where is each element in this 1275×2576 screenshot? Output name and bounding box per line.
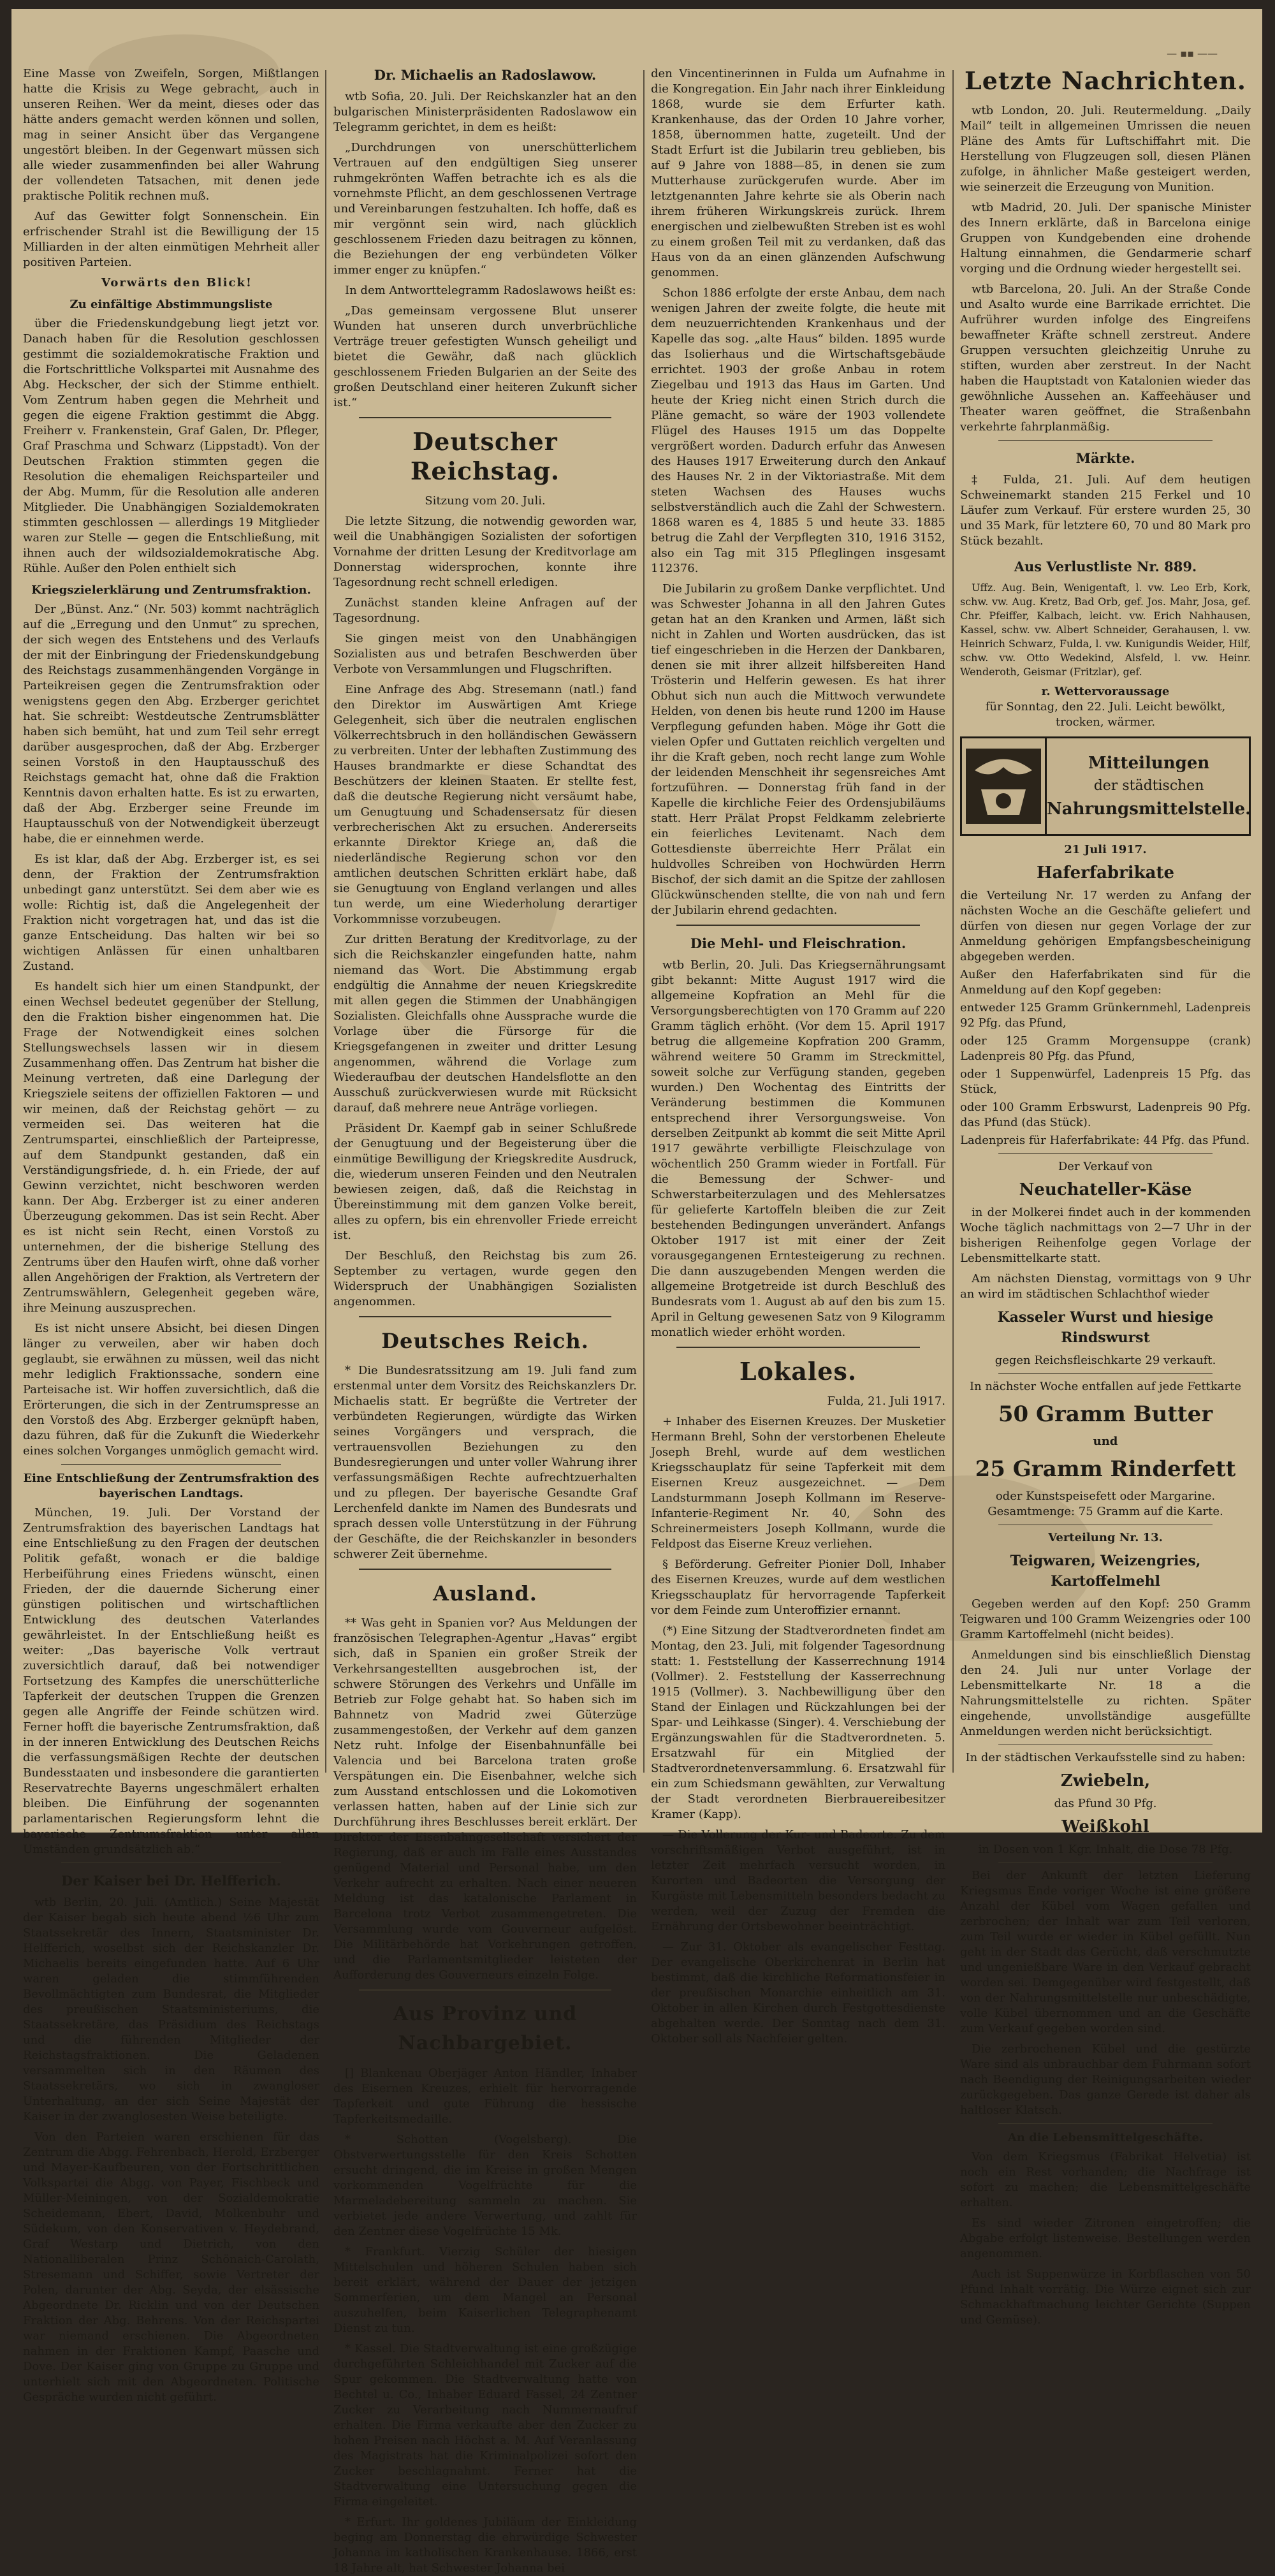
- paragraph: Der „Bünst. Anz.“ (Nr. 503) kommt nachträglich auf die „Erregung und den Unmut“ zu sprechen, der sich wegen des Entstehens und des Verlaufs der mit der Einbringung der Friedenskundgebung des Reichstags zusammenhängenden Vorgänge in Parteikreisen gegen die Zentrumsfraktion oder wenigstens gegen den Abg. Erzberger gerichtet hat. Sie schreibt: Westdeutsche Zentrumsblätter haben sich bemüht, hat und zum Teil sehr erregt darüber ausgesprochen, daß der Abg. Erzberger seinen Vorstoß in den Hauptausschuß des Reichstags gemacht hat, ohne daß die Fraktion Kenntnis davon erhalten hatte. Es ist zu erwarten, daß der Abg. Erzberger seine Freunde im Hauptausschuß von der Notwendigkeit überzeugt habe, die er einnehmen werde.: [23, 603, 319, 845]
- paragraph: das Pfund 30 Pfg.: [1054, 1797, 1157, 1810]
- column-rule: [325, 70, 326, 1773]
- section-heading: Zu einfältige Abstimmungsliste: [69, 298, 273, 311]
- paragraph: * Die Bundesratssitzung am 19. Juli fand zum erstenmal unter dem Vorsitz des Reichskanzlers Dr. Michaelis statt. Er begrüßte die Vertreter der verbündeten Regierungen, würdigte das Wirken seines Vorgängers und versprach, die vertrauensvollen Beziehungen zu den Bundesregierungen und unter voller Wahrung ihrer verfassungsmäßigen Rechte aufrechtzuerhalten und zu pflegen. Der bayerische Gesandte Graf Lerchenfeld dankte im Namen des Bundesrats und sprach dessen volle Unterstützung in der Führung der Geschäfte, die der Reichskanzler in besonders schwerer Zeit übernehme.: [333, 1364, 637, 1561]
- paragraph: Präsident Dr. Kaempf gab in seiner Schlußrede der Genugtuung und der Begeisterung über die einmütige Bewilligung der Kriegskredite Ausdruck, die, wiederum unseren Feinden und den Neutralen bewiesen zeigen, daß, daß die Reichstag in Übereinstimmung mit dem ganzen Volke bereit, alles zu opfern, bis ein ehrenvoller Friede erreicht ist.: [333, 1122, 637, 1242]
- paragraph: oder Kunstspeisefett oder Margarine. Gesamtmenge: 75 Gramm auf die Karte.: [987, 1489, 1223, 1518]
- divider: [61, 1464, 281, 1465]
- paragraph: Es ist nicht unsere Absicht, bei diesen Dingen länger zu verweilen, aber wir haben doch geglaubt, sie erwähnen zu müssen, weil das nicht mehr lediglich Fraktionssache, sondern eine Parteisache ist. Wir hoffen zuversichtlich, daß die Erörterungen, die sich in der Zentrumspresse an den Vorstoß des Abg. Erzberger geknüpft haben, dazu führen, daß für die Zukunft die Wiederkehr eines solchen Vorganges unmöglich gemacht wird.: [23, 1322, 319, 1458]
- notice-heading: Teigwaren, Weizengries, Kartoffelmehl: [1010, 1553, 1201, 1590]
- paragraph: § Beförderung. Gefreiter Pionier Doll, Inhaber des Eisernen Kreuzes, wurde auf dem westlichen Kriegsschauplatz für hervorragende Tapferkeit vor dem Feinde zum Unteroffizier ernannt.: [651, 1558, 945, 1617]
- column-rule: [643, 70, 645, 1773]
- column-2: [333, 66, 637, 2575]
- paragraph: Die letzte Sitzung, die notwendig geworden war, weil die Unabhängigen Sozialisten der sofortigen Vornahme der dritten Lesung der Kreditvorlage am Donnerstag widersprochen, konnte ihre Tagesordnung recht schnell erledigen.: [333, 515, 637, 589]
- paragraph: Zur dritten Beratung der Kreditvorlage, zu der sich die Reichskanzler eingefunden hatte, nahm niemand das Wort. Die Abstimmung ergab endgültig die Annahme der neuen Kriegskredite mit allen gegen die Stimmen der Unabhängigen Sozialisten. Gleichfalls ohne Aussprache wurde die Vorlage über die Fürsorge für die Kriegsgefangenen in zweiter und dritter Lesung angenommen, während die Vorlage zum Wiederaufbau der deutschen Handelsflotte an den Ausschuß zurückverwiesen wurde mit Rücksicht darauf, daß mehrere neue Anträge vorliegen.: [333, 933, 637, 1115]
- paragraph: ** Was geht in Spanien vor? Aus Meldungen der französischen Telegraphen-Agentur „Havas“ ergibt sich, daß in Spanien ein großer Streik der Verkehrsangestellten ausgebrochen ist, der schwere Störungen des Verkehrs und Unfälle im Betrieb zur Folge gehabt hat. So haben sich im Bahnnetz von Madrid zwei Güterzüge zusammengestoßen, der Verkehr auf dem ganzen Netz ruht. Infolge der Eisenbahnunfälle bei Valencia und bei Barcelona traten große Verspätungen ein. Die Eisenbahner, welche sich zum Ausstand entschlossen und die Lokomotiven verlassen hatten, haben auf der Linie sich zur Durchführung ihres Beschlusses bereit erklärt. Der Direktor der Eisenbahngesellschaft versichert der Regierung, daß er auch im Falle eines Ausstandes genügend Material und Personal habe, um den Verkehr aufrecht zu erhalten. Nach einer neueren Meldung ist das katalonische Parlament in Barcelona trotz Verbot zusammengetreten. Die Versammlung wurde vom Gouverneur aufgelöst. Die Militärbehörde hat Vorkehrungen getroffen, und die Parlamentsmitglieder leisteten der Aufforderung des Gouverneurs einzeln Folge.: [333, 1616, 637, 1982]
- dateline: Fulda, 21. Juli 1917.: [827, 1394, 945, 1408]
- paragraph: * Kassel. Die Stadtverwaltung ist eine großzügige durchgeführten Schleichhandel mit Zucker auf die Spur gekommen. Die Stadtverwaltung hatte von Bechtel u. Co., Inhaber Eduard Fassel, 24 Zentner Zucker zu Verarbeitung nach Nummernaufruf erhalten. Die Firma verkaufte aber den Zucker zu hohen Preisen nach Höchst a. M. Auf Veranlassung des Magistrats hat die Kriminalpolizei sofort den Zucker beschlagnahmt. Ferner hat die Stadtverwaltung eine Untersuchung gegen die Firma eingeleitet.: [333, 2342, 637, 2508]
- paragraph: Die zerbrochenen Kübel und die gestürzte Ware sind als unbrauchbar dem Fuhrmann sofort nach Beendigung der Reinigungsarbeiten wieder zurückgegeben. Das ganze Gerede ist daher als haltloser Klatsch.: [960, 2042, 1251, 2117]
- divider: [998, 2123, 1213, 2124]
- paragraph: * Frankfurt. Vierzig Schüler der hiesigen Mittelschulen und höheren Schulen haben sich bereit erklärt, während der Dauer der jetzigen Sommerferien, um dem Mangel an Personal auszuhelfen, beim Kaiserlichen Telegraphenamt Dienst zu tun.: [333, 2245, 637, 2335]
- paragraph: Es handelt sich hier um einen Standpunkt, der einen Wechsel bedeutet gegenüber der Stellung, den die Fraktion bisher eingenommen hat. Die Frage der Notwendigkeit eines solchen Stellungswechsels lassen wir in diesem Zusammenhang offen. Das Zentrum hat bisher die Meinung vertreten, daß eine Darlegung der Kriegsziele seitens der offiziellen Faktoren — und wir meinen, daß der Reichstag gehört — zu vermeiden sei. Das weiteren hat die Zentrumspartei, einschließlich der Parteipresse, auf dem Standpunkt gestanden, daß ein Verständigungsfriede, d. h. ein Friede, der auf Gewinn verzichtet, nicht beschworen werden kann. Der Abg. Erzberger ist zu einer anderen Überzeugung gekommen. Das ist sein Recht. Aber es ist nicht sein Recht, einen Vorstoß zu unternehmen, der die bisherige Stellung des Zentrums über den Haufen wirft, ohne daß vorher allen Angehörigen der Fraktion, als Vertretern der Zentrumswählern, Gelegenheit gegeben wäre, ihre Meinung auszusprechen.: [23, 980, 319, 1315]
- divider: [998, 1862, 1213, 1863]
- paragraph: in der Molkerei findet auch in der kommenden Woche täglich nachmittags von 2—7 Uhr in der bisherigen Reihenfolge gegen Vorlage der Lebensmittelkarte statt.: [960, 1206, 1251, 1265]
- paragraph: Von dem Kriegsmus (Fabrikat Helvetia) ist noch ein Rest vorhanden; die Nachfrage ist sofort zu machen; die Lebensmittelgeschäfte erhalten.: [960, 2150, 1251, 2209]
- ration-butter: 50 Gramm Butter: [998, 1401, 1213, 1427]
- notice-date: 21 Juli 1917.: [1064, 843, 1147, 856]
- paragraph: Schon 1886 erfolgte der erste Anbau, dem nach wenigen Jahren der zweite folgte, die heute mit dem neuzuerrichtenden Krankenhaus und der Kapelle das sog. „alte Haus“ bilden. 1895 wurde das Isolierhaus und die Wirtschaftsgebäude errichtet. 1903 der große Anbau in rotem Ziegelbau und 1913 das Haus im Garten. Und heute der Krieg nicht einen Strich durch die Pläne gemacht, so wäre der 1903 vollendete Flügel des Hauses 1915 um das Doppelte vergrößert worden. Dadurch erfuhr das Anwesen des Hauses 1917 Erweiterung durch den Ankauf des Hauses Nr. 2 in der Viktoriastraße. Mit dem steten Wachsen des Hauses wuchs selbstverständlich auch die Zahl der Schwestern. 1868 waren es 4, 1885 5 und heute 33. 1885 betrug die Zahl der Verpflegten 310, 1916 3152, also ein Tag mit 315 Pfleglingen insgesamt 112376.: [651, 286, 945, 575]
- paragraph: München, 19. Juli. Der Vorstand der Zentrumsfraktion des bayerischen Landtags hat eine Entschließung zu den Fragen der deutschen Politik gefaßt, wonach er die baldige Herbeiführung eines Friedens wünscht, einen Frieden, der die dauernde Sicherung einer günstigen politischen und wirtschaftlichen Entwicklung des deutschen Vaterlandes gewährleistet. In der Entschließung heißt es weiter: „Das bayerische Volk vertraut zuversichtlich darauf, daß bei notwendiger Fortsetzung des Kampfes die unerschütterliche Tapferkeit der deutschen Truppen die Grenzen gegen alle Angriffe der Feinde schützen wird. Ferner hofft die bayerische Zentrumsfraktion, daß in der inneren Entwicklung des Deutschen Reichs die verfassungsmäßigen Rechte der deutschen Bundesstaaten und insbesondere die garantierten Reservatrechte Bayerns ungeschmälert erhalten bleiben. Die Einführung der sogenannten parlamentarischen Regierungsform lehnt die bayerische Zentrumsfraktion unter allen Umständen grundsätzlich ab.“: [23, 1506, 319, 1856]
- section-heading: Märkte.: [1075, 450, 1135, 466]
- paragraph: Bei der Ankunft der letzten Lieferung Kriegsmus Ende voriger Woche ist eine größere Anzahl der Kübel vom Wagen gefallen und zerbrochen; der Inhalt war zum Teil verloren, zum Teil wurde er wieder in Kübel gefüllt. Nun geht in der Stadt das Gerücht, daß verschmutzte und ungenießbare Ware in den Verkauf gebracht worden sei. Demgegenüber wird festgestellt, daß von der Nahrungsmittelstelle nur unbeschädigte, volle Kübel übernommen und an die Geschäfte zum Verkauf gegeben worden sind.: [960, 1869, 1251, 2035]
- paragraph: — Die Vollerung der Kur- und Badeorte. Zu dem vorschriftsmäßigen Verbot ausgeführt, ist in letzter Zeit mehrfach versucht worden, in Kurorten und Badeorten die Versorgung der Kurgäste mit Lebensmitteln besonders bedacht zu werden, weil der Zuzug der Fremden die Ernährung der Ortsbewohner beeinträchtigt.: [651, 1828, 945, 1933]
- notice-header-line: Mitteilungen: [1088, 754, 1210, 773]
- paragraph: * Schotten (Vogelsberg). Die Obstverwertungsstelle für den Kreis Schotten ersucht dringend, die im Kreise in großen Mengen vorkommenden Vogelfrüchte für die Marmeladebereitung sammeln zu machen. Sie verbietet jede andere Verwertung, und zahlt für den Zentner diese Vogelfrüchte 15 Mk.: [333, 2133, 637, 2238]
- paragraph: Anmeldungen sind bis einschließlich Dienstag den 24. Juli nur unter Vorlage der Lebensmittelkarte Nr. 18 a die Nahrungsmittelstelle zu richten. Später eingehende, unvollständige ausgefüllte Anmeldungen werden nicht berücksichtigt.: [960, 1648, 1251, 1738]
- paragraph: Eine Anfrage des Abg. Stresemann (natl.) fand den Direktor im Auswärtigen Amt Kriege Gelegenheit, sich über die neutralen englischen Völkerrechtsbruch in den holländischen Gewässern zu verbreiten. Unter der lebhaften Zustimmung des Hauses brandmarkte er diese Schandtat des Beschützers der kleinen Staaten. Er stellte fest, daß die deutsche Regierung nicht versäumt habe, um Genugtuung und Schadensersatz für diesen verbrecherischen Akt zu ersuchen. Andererseits erkannte Direktor Kriege an, daß die niederländische Regierung schon vor den amtlichen deutschen Schritten erklärt habe, daß sie Genugtuung von England verlangen und alles tun werde, um eine Wiederholung derartiger Vorkommnisse vorzubeugen.: [333, 683, 637, 926]
- notice-header-line: Nahrungsmittelstelle.: [1047, 800, 1251, 819]
- paragraph: Es ist klar, daß der Abg. Erzberger ist, es sei denn, der Fraktion der Zentrumsfraktion unbedingt ganz unterstützt. Sei dem aber wie es wolle: Richtig ist, daß die Angelegenheit der Fraktion nicht vorgetragen hat, und das ist die ganze Entscheidung. Das halten wir bei so wichtigen Anlässen für einen unhaltbaren Zustand.: [23, 853, 319, 973]
- section-heading: Der Kaiser bei Dr. Helfferich.: [61, 1873, 281, 1889]
- notice-header-line: der städtischen: [1093, 778, 1204, 794]
- column-3: [651, 66, 945, 2045]
- dateline: Sitzung vom 20. Juli.: [425, 494, 546, 508]
- section-title: Ausland.: [433, 1581, 537, 1606]
- price-line: oder 1 Suppenwürfel, Ladenpreis 15 Pfg. das Stück,: [960, 1067, 1251, 1096]
- paragraph: Uffz. Aug. Bein, Wenigentaft, l. vw. Leo Erb, Kork, schw. vw. Aug. Kretz, Bad Orb, gef. Jos. Mahr, Josa, gef. Chr. Pfeiffer, Kalbach, leicht. vw. Erich Nahhausen, Kassel, schw. vw. Albert Schneider, Gerahausen, l. vw. Heinrich Schwarz, Fulda, l. vw. Kunigundis Weider, Hilf, schw. vw. Otto Wedekind, Alsfeld, l. vw. Heinr. Wenderoth, Geismar (Fritzlar), gef.: [960, 582, 1251, 678]
- paragraph: ‡ Fulda, 21. Juli. Auf dem heutigen Schweinemarkt standen 215 Ferkel und 10 Läufer zum Verkauf. Für erstere wurden 25, 30 und 35 Mark, für letztere 60, 70 und 80 Mark pro Stück bezahlt.: [960, 473, 1251, 548]
- newspaper-page: [11, 9, 1262, 2575]
- notice-header-box: [960, 736, 1251, 836]
- paragraph: wtb Berlin, 20. Juli. Das Kriegsernährungsamt gibt bekannt: Mitte August 1917 wird die allgemeine Kopfration an Mehl für die Versorgungsberechtigten von 170 Gramm auf 220 Gramm täglich erhöht. (Vor dem 15. April 1917 betrug die allgemeine Kopfration 200 Gramm, während weitere 50 Gramm im Streckmittel, soweit solche zur Verfügung standen, gegeben wurden.) Den Wochentag des Eintritts der Veränderung bestimmen die Kommunen entsprechend ihrer Versorgungsweise. Von derselben Zeitpunkt ab kommt die seit Mitte April 1917 gewährte verbilligte Fleischzulage von wöchentlich 250 Gramm wieder in Fortfall. Für die Bemessung der Schwer- und Schwerstarbeiterzulagen und des Mehlersatzes für gelieferte Kartoffeln bleiben die zur Zeit bestehenden Bedingungen unverändert. Anfangs Oktober 1917 ist mit einer der Zeit vorausgegangenen Erntesteigerung zu rechnen. Die dann auszugebenden Mengen werden die allgemeine Brotgetreide ist durch Beschluß des Bundesrats vom 1. August ab auf den bis zum 15. April in Geltung gewesenen Satz von 9 Kilogramm monatlich wieder erhöht worden.: [651, 958, 945, 1339]
- column-4: [960, 66, 1251, 2327]
- paragraph: Am nächsten Dienstag, vormittags von 9 Uhr an wird im städtischen Schlachthof wieder: [960, 1272, 1251, 1301]
- section-heading: Die Mehl- und Fleischration.: [690, 935, 907, 951]
- paragraph: Gegeben werden auf den Kopf: 250 Gramm Teigwaren und 100 Gramm Weizengries oder 100 Gramm Kartoffelmehl (nicht beides).: [960, 1597, 1251, 1641]
- paragraph: Auf das Gewitter folgt Sonnenschein. Ein erfrischender Strahl ist die Bewilligung der 15 Milliarden in der alten einmütigen Mehrheit aller positiven Parteien.: [23, 210, 319, 269]
- notice-header-title: [1047, 738, 1251, 834]
- paragraph: Der Beschluß, den Reichstag bis zum 26. September zu vertagen, wurde gegen den Widerspruch der Unabhängigen Sozialisten angenommen.: [333, 1249, 637, 1308]
- notice-heading: Zwiebeln,: [1060, 1771, 1151, 1790]
- paragraph: Außer den Haferfabrikaten sind für die Anmeldung auf den Kopf gegeben:: [960, 968, 1251, 997]
- divider: [359, 417, 611, 418]
- price-line: entweder 125 Gramm Grünkernmehl, Ladenpreis 92 Pfg. das Pfund,: [960, 1001, 1251, 1030]
- paragraph: Es sind wieder Zitronen eingetroffen; die Abgabe erfolgt listenweise. Bestellungen werden angenommen.: [960, 2216, 1251, 2260]
- paragraph: Der Verkauf von: [1058, 1160, 1153, 1173]
- section-title: Letzte Nachrichten.: [965, 66, 1246, 95]
- notice-heading: Haferfabrikate: [1036, 863, 1175, 882]
- paragraph: wtb Sofia, 20. Juli. Der Reichskanzler hat an den bulgarischen Ministerpräsidenten Radoslawow ein Telegramm gerichtet, in dem es heißt:: [333, 90, 637, 134]
- section-heading: Aus Verlustliste Nr. 889.: [1014, 559, 1197, 574]
- paragraph: In der städtischen Verkaufsstelle sind zu haben:: [965, 1751, 1246, 1764]
- paragraph: wtb Berlin, 20. Juli. (Amtlich.) Seine Majestät der Kaiser begab sich heute abend ½6 Uhr zum Staatssekretär des Innern, Staatsminister Dr. Helfferich, woselbst sich der Reichskanzler Dr. Michaelis bereits eingefunden hatte. Auf 6 Uhr waren geladen die stimmführenden Bevollmächtigten zum Bundesrat, die Mitglieder des preußischen Staatsministeriums, die Staatssekretäre, das Präsidium des Reichstags und die führenden Mitglieder der Reichstagsfraktionen. Die Geladenen versammelten sich in den Räumen des Staatssekretärs, wo sich in zwangloser Unterhaltung, an der sich Seine Majestät der Kaiser in der zwanglosesten Weise beteiligte.: [23, 1896, 319, 2123]
- section-title: Deutsches Reich.: [381, 1329, 589, 1353]
- section-heading: Eine Entschließung der Zentrumsfraktion des bayerischen Landtags.: [23, 1472, 319, 1500]
- divider: [359, 1316, 611, 1317]
- paragraph: in Dosen von 1 Kgr. Inhalt, die Dose 78 Pfg.: [978, 1843, 1233, 1856]
- section-title: Lokales.: [739, 1357, 857, 1386]
- paragraph: In dem Antworttelegramm Radoslawows heißt es:: [345, 284, 636, 297]
- paragraph: wtb Barcelona, 20. Juli. An der Straße Conde und Asalto wurde eine Barrikade errichtet. Die Aufrührer wurden infolge des Eingreifens bewaffneter Kräfte schnell zerstreut. Andere Gruppen versuchten gleichzeitig Unruhe zu stiften, wurden aber zerstreut. In der Nacht haben die Hauptstadt von Katalonien wieder das gewöhnliche Aussehen an. Kaffeehäuser und Theater waren geöffnet, die Straßenbahn verkehrte fahrplanmäßig.: [960, 282, 1251, 434]
- paragraph: + Inhaber des Eisernen Kreuzes. Der Musketier Hermann Brehl, Sohn der verstorbenen Eheleute Joseph Brehl, wurde auf dem westlichen Kriegsschauplatz für seine Tapferkeit mit dem Eisernen Kreuz ausgezeichnet. — Dem Landsturmmann Joseph Kollmann im Reserve-Infanterie-Regiment Nr. 40, Sohn des Schreinermeisters Joseph Kollmann, wurde die Feldpost das Eiserne Kreuz verliehen.: [651, 1415, 945, 1551]
- ration-and: und: [1093, 1435, 1118, 1448]
- paragraph: den Vincentinerinnen in Fulda um Aufnahme in die Kongregation. Ein Jahr nach ihrer Einkleidung 1868, wurde sie dem Erfurter kath. Krankenhause, das der Orden 10 Jahre vorher, 1858, übernommen hatte, zugeteilt. Und der Stadt Erfurt ist die Jubilarin treu geblieben, bis auf 9 Jahre von 1888—85, in denen sie zum Mutterhause zurückgerufen wurde. Aber im letztgenannten Jahre kehrte sie als Oberin nach ihrem früheren Wirkungskreis zurück. Ihrem energischen und zielbewußten Streben ist es wohl zu einem großen Teil mit zu verdanken, daß das Haus von da an einen glänzenden Aufschwung genommen.: [651, 67, 945, 279]
- paragraph: Auch ist Suppenwürze in Korbflaschen von 50 Pfund Inhalt vorrätig. Die Würze eignet sich zur Schmackhaftmachung leichter Gerichte (Suppen und Gemüse).: [960, 2267, 1251, 2327]
- paragraph: Zunächst standen kleine Anfragen auf der Tagesordnung.: [333, 596, 637, 625]
- paragraph: [] Blankenau Oberjäger Anton Händler, Inhaber des Eisernen Kreuzes, erhielt für hervorragende Tapferkeit und gute Führung die hessische Tapferkeitsmedaille.: [333, 2067, 637, 2126]
- paragraph: In nächster Woche entfallen auf jede Fettkarte: [970, 1380, 1241, 1393]
- paragraph: Die Jubilarin zu großem Danke verpflichtet. Und was Schwester Johanna in all den Jahren Gutes getan hat an den Kranken und Armen, läßt sich nicht in Zahlen und Worten ausdrücken, das ist tief eingeschrieben in die Herzen der Dankbaren, denen sie mit ihrer allzeit hilfsbereiten Hand Trösterin und Helferin gewesen. Es hat ihrer Obhut sich nun auch die Mittwoch verwundete Helden, von denen bis heute rund 1200 im Hause Verpflegung gefunden haben. Möge ihr Gott die vielen Opfer und Guttaten reichlich vergelten und ihr die Kraft geben, noch recht lange zum Wohle der leidenden Menschheit ihr segensreiches Amt fortzuführen. — Donnerstag früh fand in der Kapelle die kirchliche Feier des Ordensjubiläums statt. Herr Prälat Propst Feldkamm zelebrierte ein feierliches Levitenamt. Nach dem Gottesdienste überreichte Herr Prälat ein huldvolles Schreiben von Hochwürden Herrn Bischof, der sich damit an die Spitze der zahllosen Glückwünschenden stellte, die von nah und fern der Jubilarin ehrend gedachten.: [651, 582, 945, 917]
- section-heading: Kriegszielerklärung und Zentrumsfraktion.: [31, 583, 311, 597]
- closing-line: Vorwärts den Blick!: [101, 276, 252, 289]
- paragraph: die Verteilung Nr. 17 werden zu Anfang der nächsten Woche an die Geschäfte geliefert und dürfen von diesen nur gegen Vorlage der zur Anmeldung gehörigen Empfangsbescheinigung abgegeben werden.: [960, 889, 1251, 963]
- paragraph: (*) Eine Sitzung der Stadtverordneten findet am Montag, den 23. Juli, mit folgender Tagesordnung statt: 1. Feststellung der Kasserrechnung 1914 (Vollmer). 2. Feststellung der Kasserrechnung 1915 (Vollmer). 3. Nachbewilligung über den Stand der Einlagen und Rückzahlungen bei der Spar- und Leihkasse (Singer). 4. Verschiebung der Ergänzungswahlen für die Stadtverordneten. 5. Ersatzwahl für ein Mitglied der Stadtverordnetenversammlung. 6. Ersatzwahl für ein zum Schiedsmann gewählten, zur Verwaltung der Stadt verordneten Bierbrauereibesitzer Kramer (Kapp).: [651, 1624, 945, 1821]
- divider: [359, 1569, 611, 1570]
- paragraph: gegen Reichsfleischkarte 29 verkauft.: [994, 1354, 1216, 1367]
- weather-text: für Sonntag, den 22. Juli. Leicht bewölkt, trocken, wärmer.: [985, 700, 1226, 729]
- divider: [676, 925, 920, 926]
- section-title: Deutscher Reichstag.: [410, 427, 560, 485]
- price-line: oder 100 Gramm Erbswurst, Ladenpreis 90 Pfg. das Pfund (das Stück).: [960, 1101, 1251, 1129]
- notice-heading: Kasseler Wurst und hiesige Rindswurst: [997, 1309, 1214, 1346]
- divider: [61, 1862, 281, 1863]
- price-line: Ladenpreis für Haferfabrikate: 44 Pfg. das Pfund.: [960, 1134, 1250, 1147]
- divider: [998, 440, 1213, 441]
- section-heading: An die Lebensmittelgeschäfte.: [1007, 2131, 1204, 2144]
- city-emblem-icon: [962, 738, 1047, 834]
- paragraph: Von den Parteien waren erschienen für das Zentrum die Abgg. Fehrenbach, Herold, Erzberger und Mayer-Kaufbeuren, von der Fortschrittlichen Volkspartei die Abgg. von Payer, Fischbeck und Müller-Meiningen, von der Sozialdemokratie Scheidemann, Ebert, David, Molkenbuhr und Südekum, von den Konservativen v. Heydebrand, Graf Westarp und Dietrich, von den Nationalliberalen Prinz Schönaich-Carolath, Stresemann und Schiffer, sowie Vertreter der Polen, darunter der Abg. Seyda, der elsässische Abgeordnete Dr. Ricklin und von der Deutschen Fraktion der Abg. Behrens. Von der Reichspartei war niemand erschienen. Die Abgeordneten nahmen in der Fraktionen Kampf, Paasche und Dove. Der Kaiser ging von Gruppe zu Gruppe und unterhielt sich mit den Abgeordneten. Politische Gespräche wurden nicht geführt.: [23, 2130, 319, 2404]
- paragraph: „Das gemeinsam vergossene Blut unserer Wunden hat unseren durch unverbrüchliche Verträge treuer gefestigten Wunsch geheiligt und bietet die Gewähr, daß nach glücklich geschlossenem Frieden Bulgarien an der Seite des großen Deutschland einer heiteren Zukunft sicher ist.“: [333, 304, 637, 409]
- divider: [998, 1153, 1213, 1154]
- paragraph: Sie gingen meist von den Unabhängigen Sozialisten aus und betrafen Beschwerden über Verbote von Versammlungen und Flugschriften.: [333, 632, 637, 676]
- notice-heading: Weißkohl: [1061, 1817, 1149, 1836]
- divider: [998, 1373, 1213, 1374]
- paragraph: Eine Masse von Zweifeln, Sorgen, Mißtlangen hatte die Krisis zu Wege gebracht, auch in unseren Reihen. Wer da meint, dieses oder das hätte anders gemacht werden können und sollen, mag in seiner Ansicht über das Vergangene ungestört bleiben. In der Gegenwart müssen sich alle wieder zusammenfinden bei aller Wahrung der vollendeten Tatsachen, mit denen jede praktische Politik rechnen muß.: [23, 67, 319, 203]
- column-1: [23, 66, 319, 2404]
- section-heading: Dr. Michaelis an Radoslawow.: [374, 67, 597, 83]
- section-title: Aus Provinz und Nachbargebiet.: [393, 2003, 578, 2054]
- page-marker: — ▪▪ ——: [1167, 47, 1218, 59]
- ration-fat: 25 Gramm Rinderfett: [975, 1456, 1236, 1482]
- paragraph: * Erfurt. Ihr goldenes Jubiläum der Einkleidung beging am Donnerstag die ehrwürdige Schwester Johanna im katholischen Krankenhause. 1866, erst 18 Jahre alt, hat Schwester Johanna bei: [333, 2515, 637, 2575]
- notice-heading: Verteilung Nr. 13.: [1048, 1531, 1163, 1544]
- paragraph: wtb Madrid, 20. Juli. Der spanische Minister des Innern erklärte, daß in Barcelona einige Gruppen von Kundgebenden eine drohende Haltung einnahmen, die Gendarmerie scharf vorging und die Ordnung wieder hergestellt sei.: [960, 201, 1251, 275]
- divider: [676, 1347, 920, 1348]
- divider: [359, 1989, 611, 1991]
- weather-heading: r. Wettervoraussage: [1041, 685, 1170, 698]
- notice-heading: Neuchateller-Käse: [1019, 1180, 1192, 1199]
- paragraph: „Durchdrungen von unerschütterlichem Vertrauen auf den endgültigen Sieg unserer ruhmgekrönten Waffen betrachte ich es als die vornehmste Pflicht, an dem geschlossenen Vertrage und Vereinbarungen festzuhalten. Ich hoffe, daß es mir vergönnt sein wird, nach glücklich geschlossenem Frieden dazu beitragen zu können, die Beziehungen der eng verbündeten Völker immer enger zu knüpfen.“: [333, 141, 637, 277]
- paragraph: über die Friedenskundgebung liegt jetzt vor. Danach haben für die Resolution geschlossen gestimmt die sozialdemokratische Fraktion und die Fortschrittliche Volkspartei mit Ausnahme des Abg. Heckscher, der sich der Stimme enthielt. Vom Zentrum haben gegen die Mehrheit und gegen die eigene Fraktion gestimmt die Abgg. Freiherr v. Frankenstein, Graf Galen, Dr. Pfleger, Graf Praschma und Schwarz (Lippstadt). Von der Deutschen Fraktion stimmten gegen die Resolution die ehemaligen Reichsparteiler und der Abg. Mumm, für die Resolution alle anderen Mitglieder. Die Unabhängigen Sozialdemokraten stimmten geschlossen — allerdings 19 Mitglieder waren zur Stelle — gegen die Entschließung, mit ihnen auch der wildsozialdemokratische Abg. Rühle. Außer den Polen enthielt sich: [23, 317, 319, 575]
- price-line: oder 125 Gramm Morgensuppe (crank) Ladenpreis 80 Pfg. das Pfund,: [960, 1034, 1251, 1063]
- paragraph: — Zur 31. Oktober als evangelischer Festtag. Der evangelische Oberkirchenrat in Berlin hat bestimmt, daß die kirchliche Reformationsfeier in der preußischen Monarchie einheitlich am 31. Oktober in allen Kirchen durch Festgottesdienste abgehalten werde. Der Sonntag nach dem 31. Oktober soll als Nachfeier gelten.: [651, 1940, 945, 2045]
- paragraph: wtb London, 20. Juli. Reutermeldung. „Daily Mail“ teilt in allgemeinen Umrissen die neuen Pläne des Amts für Luftschiffahrt mit. Die Herstellung von Flugzeugen soll, diesen Plänen zufolge, in ähnlicher Maße gesteigert werden, wie seinerzeit die Erzeugung von Munition.: [960, 104, 1251, 194]
- column-rule: [952, 70, 954, 1773]
